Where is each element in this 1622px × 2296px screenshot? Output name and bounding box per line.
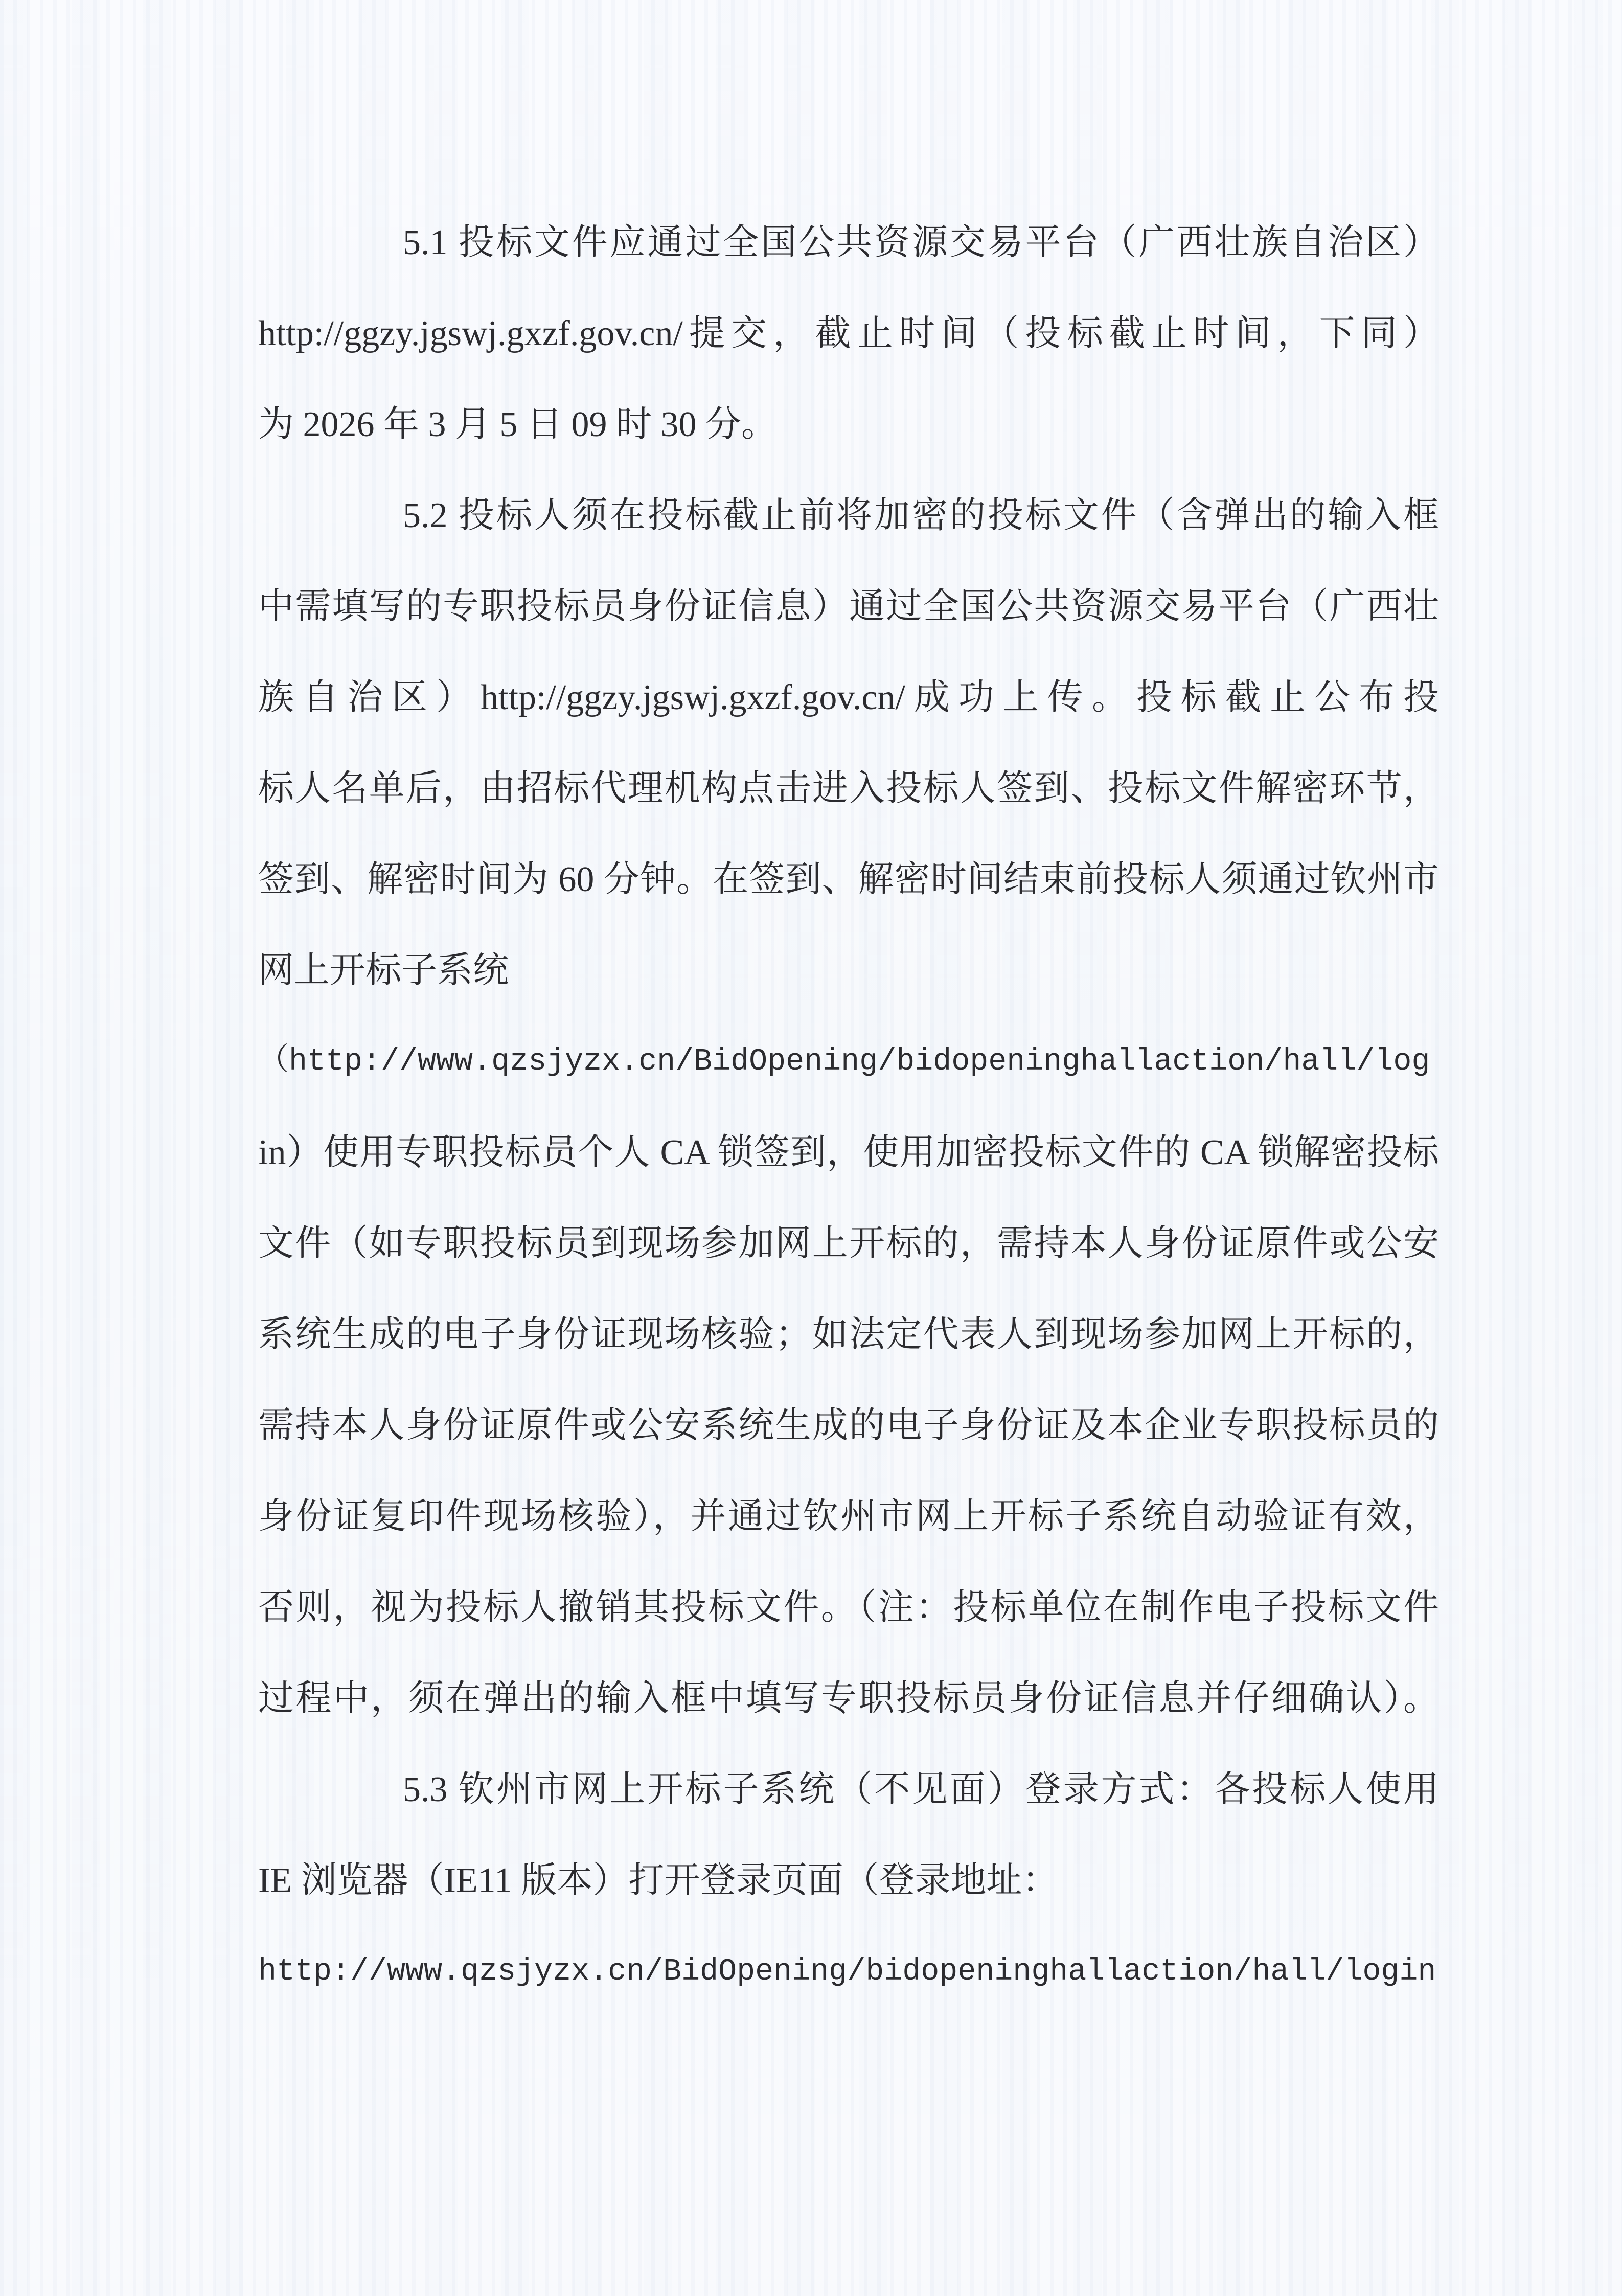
document-text-block bbox=[258, 197, 1439, 2017]
text-line: 系统生成的电子身份证现场核验；如法定代表人到现场参加网上开标的， bbox=[258, 1315, 1439, 1354]
text-line: 身份证复印件现场核验），并通过钦州市网上开标子系统自动验证有效， bbox=[258, 1497, 1439, 1536]
text-line: 过程中，须在弹出的输入框中填写专职投标员身份证信息并仔细确认）。 bbox=[258, 1679, 1439, 1718]
text-line: 族自治区）http://ggzy.jgswj.gxzf.gov.cn/成功上传。投标截止公布投 bbox=[258, 678, 1439, 717]
text-line-url: （http://www.qzsjyzx.cn/BidOpening/bidopeninghallaction/hall/log bbox=[258, 1044, 1430, 1079]
text-line: http://ggzy.jgswj.gxzf.gov.cn/提交，截止时间（投标截止时间，下同） bbox=[258, 314, 1439, 353]
text-line: 网上开标子系统 bbox=[258, 951, 509, 990]
text-line: 文件（如专职投标员到现场参加网上开标的，需持本人身份证原件或公安 bbox=[258, 1224, 1439, 1263]
text-line-clause-5-3: 5.3 钦州市网上开标子系统（不见面）登录方式：各投标人使用 bbox=[403, 1770, 1439, 1809]
text-line: in）使用专职投标员个人 CA 锁签到，使用加密投标文件的 CA 锁解密投标 bbox=[258, 1133, 1439, 1172]
text-line-url: http://www.qzsjyzx.cn/BidOpening/bidopeninghallaction/hall/login bbox=[258, 1954, 1436, 1989]
text-line: 标人名单后，由招标代理机构点击进入投标人签到、投标文件解密环节， bbox=[258, 769, 1439, 808]
text-line: IE 浏览器（IE11 版本）打开登录页面（登录地址： bbox=[258, 1861, 1058, 1900]
text-line: 中需填写的专职投标员身份证信息）通过全国公共资源交易平台（广西壮 bbox=[258, 587, 1439, 626]
text-line: 为 2026 年 3 月 5 日 09 时 30 分。 bbox=[258, 405, 777, 444]
text-line-clause-5-2: 5.2 投标人须在投标截止前将加密的投标文件（含弹出的输入框 bbox=[403, 496, 1439, 535]
text-line: 签到、解密时间为 60 分钟。在签到、解密时间结束前投标人须通过钦州市 bbox=[258, 860, 1439, 899]
text-line: 否则，视为投标人撤销其投标文件。（注：投标单位在制作电子投标文件 bbox=[258, 1588, 1439, 1627]
text-line-clause-5-1: 5.1 投标文件应通过全国公共资源交易平台（广西壮族自治区） bbox=[403, 223, 1439, 262]
text-line: 需持本人身份证原件或公安系统生成的电子身份证及本企业专职投标员的 bbox=[258, 1406, 1439, 1445]
